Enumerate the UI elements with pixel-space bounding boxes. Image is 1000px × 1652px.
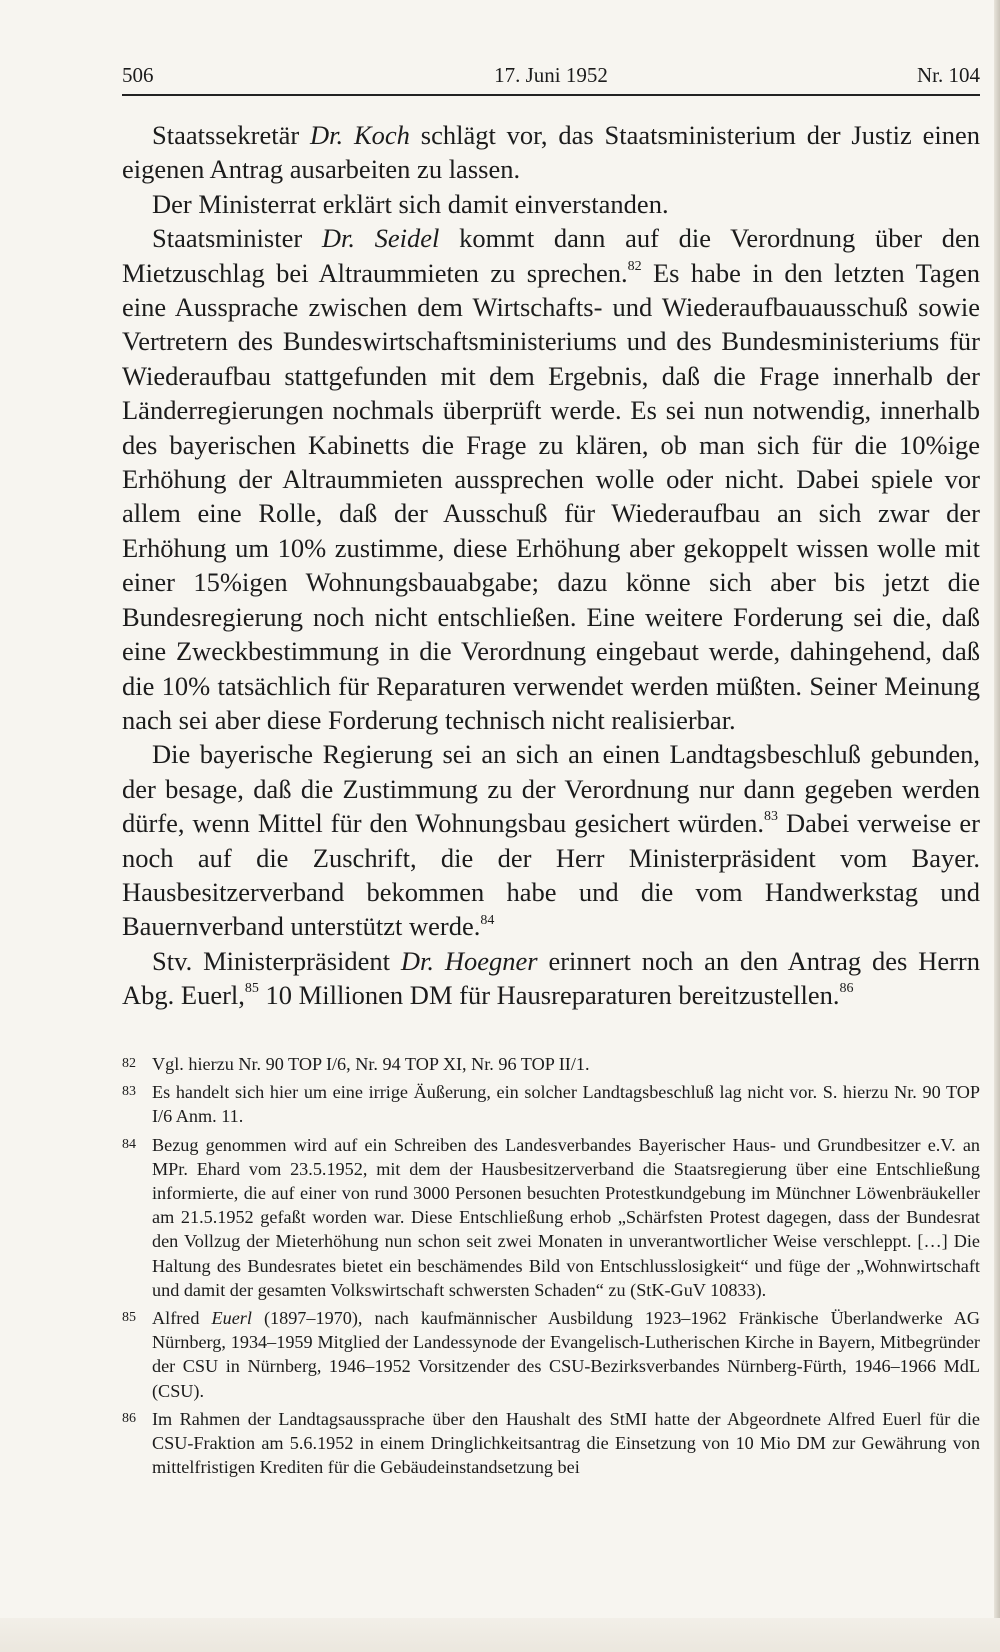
text-run: Es habe in den letzten Tagen eine Aussprache zwischen dem Wirtschafts- und Wiederaufbauausschuß sowie Vertretern des Bundeswirtschaftsministeriums und des Bundesministeriums für Wiederaufbau stattgefunden mit dem Ergebnis, daß die Frage innerhalb der Länderregierungen nochmals überprüft werde. Es sei nun notwendig, innerhalb des bayerischen Kabinetts die Frage zu klären, ob man sich für die 10%ige Erhöhung der Altraummieten aussprechen wolle oder nicht. Dabei spiele vor allem eine Rolle, daß der Ausschuß für Wiederaufbau an sich zwar der Erhöhung um 10% zustimme, diese Erhöhung aber gekoppelt wissen wolle mit einer 15%igen Wohnungsbauabgabe; dazu könne sich aber bis jetzt die Bundesregierung noch nicht entschließen. Eine weitere Forderung sei die, daß eine Zweckbestimmung in die Verordnung eingebaut werde, dahingehend, daß die 10% tatsächlich für Reparaturen verwendet werden müßten. Seiner Meinung nach sei aber diese Forderung technisch nicht realisierbar.	[122, 257, 980, 735]
scan-edge	[994, 0, 1000, 1652]
footnote-text: Es handelt sich hier um eine irrige Äußerung, ein solcher Landtagsbeschluß lag nicht vor. S. hierzu Nr. 90 TOP I/6 Anm. 11.	[152, 1082, 980, 1127]
paragraph-koch	[122, 118, 980, 187]
footnote-86	[122, 1407, 980, 1480]
footnote-text: Alfred	[152, 1308, 212, 1329]
footnote-text: (1897–1970), nach kaufmännischer Ausbildung 1923–1962 Fränkische Überlandwerke AG Nürnberg, 1934–1959 Mitglied der Landessynode der Evangelisch-Lutherischen Kirche in Bayern, Mitbegründer der CSU in Nürnberg, 1946–1952 Vorsitzender des CSU-Bezirksverbandes Nürnberg-Fürth, 1946–1966 MdL (CSU).	[152, 1308, 981, 1401]
footnotes	[122, 1052, 980, 1483]
footnote-number: 84	[122, 1136, 136, 1152]
header-issue: Nr. 104	[917, 63, 980, 87]
footnote-text: Bezug genommen wird auf ein Schreiben des Landesverbandes Bayerischer Haus- und Grundbesitzer e.V. an MPr. Ehard vom 23.5.1952, mit dem der Hausbesitzerverband die Staatsregierung über eine Entschließung informierte, die auf einer von rund 3000 Personen besuchten Protestkundgebung im Münchner Löwenbräukeller am 21.5.1952 gefaßt worden war. Diese Entschließung erhob „Schärfsten Protest dagegen, dass der Bundesrat den Vollzug der Mieterhöhung nun schon seit zwei Monaten in unverantwortlicher Weise verschleppt. […] Die Haltung des Bundesrates bietet ein beschämendes Bild von Entschlusslosigkeit“ und füge der „Wohnwirtschaft und damit der gesamten Volkswirtschaft schwersten Schaden“ zu (StK-GuV 10833).	[152, 1134, 980, 1300]
text-run: 10 Millionen DM für Hausreparaturen bereitzustellen.	[258, 980, 840, 1011]
person-name: Dr. Hoegner	[400, 945, 538, 976]
footnote-85	[122, 1306, 980, 1403]
main-text	[122, 118, 980, 1013]
paragraph-hoegner	[122, 944, 980, 1013]
person-name: Dr. Koch	[310, 120, 410, 150]
text-run: erinnert noch an den Antrag des Herrn Abg. Euerl,	[122, 945, 980, 1011]
footnote-83	[122, 1080, 980, 1128]
text-run: Staatsminister	[152, 223, 322, 254]
text-run: Dabei verweise er noch auf die Zuschrift, die der Herr Ministerpräsident vom Bayer. Hausbesitzerverband bekommen habe und die vom Handwerkstag und Bauernverband unterstützt werde.	[122, 808, 980, 942]
footnote-number: 85	[122, 1310, 136, 1326]
paragraph-ministerrat: Der Ministerrat erklärt sich damit einverstanden.	[152, 188, 669, 219]
page-number: 506	[122, 63, 154, 87]
running-header	[122, 60, 980, 96]
scan-bottom-margin	[0, 1618, 1000, 1652]
footnote-text: Vgl. hierzu Nr. 90 TOP I/6, Nr. 94 TOP XI, Nr. 96 TOP II/1.	[152, 1054, 590, 1074]
person-name: Dr. Seidel	[321, 223, 440, 254]
footnote-84	[122, 1133, 980, 1302]
footnote-ref[interactable]: 83	[764, 809, 778, 825]
footnote-ref[interactable]: 85	[244, 981, 259, 997]
footnote-ref[interactable]: 86	[839, 981, 854, 997]
header-date: 17. Juni 1952	[494, 63, 608, 87]
person-name: Euerl	[211, 1308, 252, 1329]
footnote-text: Im Rahmen der Landtagsaussprache über den Haushalt des StMI hatte der Abgeordnete Alfred Euerl für die CSU-Fraktion am 5.6.1952 in einem Dringlichkeitsantrag die Einsetzung von 10 Mio DM zur Gewährung von mittelfristigen Krediten für die Gebäudeinstandsetzung bei	[152, 1408, 980, 1478]
text-run: Die bayerische Regierung sei an sich an einen Landtagsbeschluß gebunden, der besage, daß die Zustimmung zu der Verordnung nur dann gegeben werden dürfe, wenn Mittel für den Wohnungsbau gesichert würden.	[122, 739, 980, 839]
text-run: Staatssekretär	[152, 120, 310, 150]
text-run: kommt dann auf die Verordnung über den Mietzuschlag bei Altraummieten zu sprechen.	[122, 223, 981, 288]
footnote-ref[interactable]: 82	[627, 258, 642, 274]
footnote-number: 83	[122, 1084, 136, 1100]
footnote-number: 82	[122, 1056, 136, 1071]
footnote-ref[interactable]: 84	[480, 912, 495, 928]
text-run: schlägt vor, das Staatsministerium der Justiz einen eigenen Antrag ausarbeiten zu lassen.	[122, 120, 980, 185]
text-run: Stv. Ministerpräsident	[152, 945, 401, 976]
footnote-82	[122, 1052, 980, 1076]
paragraph-landtagsbeschluss	[122, 737, 980, 943]
footnote-number: 86	[122, 1410, 136, 1426]
paragraph-seidel	[122, 221, 980, 737]
